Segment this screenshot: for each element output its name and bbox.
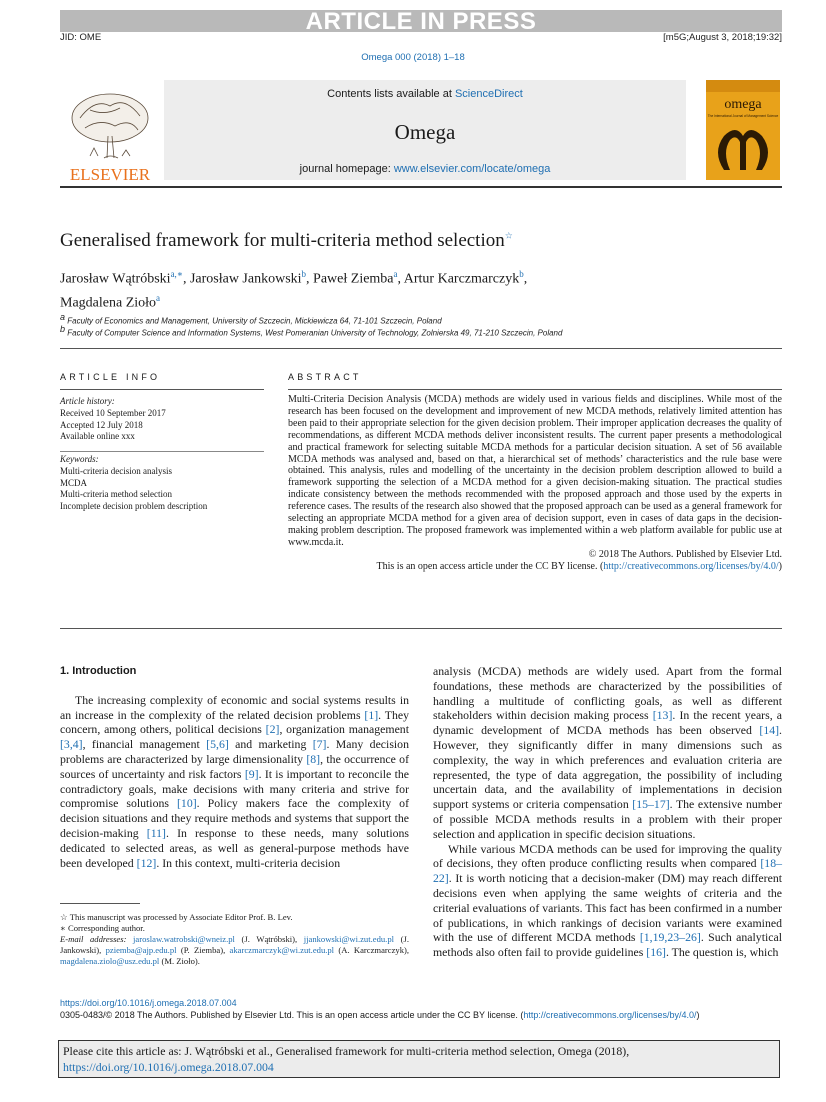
journal-homepage-link[interactable]: www.elsevier.com/locate/omega [393, 163, 551, 175]
citation-link[interactable]: [16] [646, 945, 666, 960]
email-owner: (J. Wątróbski), [234, 934, 304, 944]
body-text: . It is worth noticing that a decision-maker (DM) may reach different decisions even when applying the same weights of criteria and the criterial evaluations of variants. This fact has been confirmed in a number of publications, in which rankings of decision variants were examined with the use of different MCDA methods [433, 871, 782, 945]
citation-link[interactable]: [12] [136, 855, 157, 870]
article-info-heading: ARTICLE INFO [60, 372, 161, 382]
citation-link[interactable]: [11] [146, 825, 166, 840]
title-footnote-mark[interactable]: ☆ [504, 230, 513, 241]
issn-license-line [60, 1010, 700, 1020]
body-text: analysis (MCDA) methods are widely used. Apart from the formal foundations, these methods are characterized by the possibilities of handling a multitude of conflicting goals, as well as different stakeholders within decision making process [433, 664, 782, 723]
body-text: , financial management [82, 737, 207, 752]
email-link[interactable]: magdalena.ziolo@usz.edu.pl [60, 956, 160, 966]
author-affiliation-mark[interactable]: b [519, 269, 524, 279]
introduction-heading: 1. Introduction [60, 665, 137, 677]
sciencedirect-link[interactable]: ScienceDirect [454, 88, 523, 100]
citation-link[interactable]: [1,19,23–26] [639, 930, 701, 945]
keyword: Multi-criteria decision analysis [60, 465, 172, 476]
manuscript-footnote: ☆ This manuscript was processed by Associate Editor Prof. B. Lev. [60, 912, 293, 922]
citation-link[interactable]: [2] [265, 722, 280, 737]
body-text: . In the recent years, a dynamic development of MCDA methods has been observed [433, 708, 782, 738]
author-separator: , [523, 271, 528, 287]
body-paragraph [60, 693, 409, 871]
corresponding-footnote: ∗ Corresponding author. [60, 923, 145, 933]
journal-name: Omega [394, 120, 456, 144]
author-name: Artur Karczmarczyk [403, 271, 520, 287]
keyword: Multi-criteria method selection [60, 489, 172, 500]
elsevier-logo[interactable] [60, 88, 160, 184]
issn-license-link[interactable]: http://creativecommons.org/licenses/by/4.0/ [523, 1010, 697, 1020]
cover-subtitle: The International Journal of Management Science [707, 114, 779, 118]
author-name: Magdalena Zioło [60, 295, 157, 311]
affiliation-text: Faculty of Economics and Management, University of Szczecin, Mickiewicza 64, 71-101 Szczecin, Poland [67, 316, 442, 326]
abstract-text: Multi-Criteria Decision Analysis (MCDA) methods are widely used in various fields and disciplines. While most of the research has been focused on the development and improvement of new MCDA methods, relatively limited attention has been paid to their appropriate selection for the given decision problem. Their improper application decreases the quality of recommendations, as different MCDA methods deliver inconsistent results. The current paper presents a methodological and practical framework for selecting suitable MCDA methods for a particular decision situation. A set of 56 available MCDA methods was analysed and, based on that, a hierarchical set of methods’ characteristics and the rule base were obtained. This analysis, rules and modelling of the uncertainty in the decision problem description allowed to build a framework supporting the selection of a MCDA method for a given decision-making situation. The practical studies indicate consistency between the methods recommended with the proposed approach and those used by the experts in reference cases. The results of the research also showed that the proposed approach can be used as a general framework for selecting an appropriate MCDA method for a given area of decision support, even in cases of data gaps in the decision-making problem description. The proposed framework was implemented within a web platform available for public use at www.mcda.it. [288, 394, 782, 548]
article-title [60, 230, 513, 252]
author-affiliation-mark[interactable]: a [393, 269, 398, 279]
keywords-label: Keywords: [60, 454, 99, 464]
abstract-copyright: © 2018 The Authors. Published by Elsevier Ltd. [588, 548, 782, 560]
omega-cover-image [706, 80, 780, 180]
homepage-prefix: journal homepage: [299, 163, 394, 175]
affiliation-text: Faculty of Computer Science and Information Systems, West Pomeranian University of Technology, Zolnierska 49, 71-210 Szczecin, Poland [67, 328, 563, 338]
body-text: , the occurrence of sources of uncertainty and risk factors [60, 751, 409, 781]
publisher-wordmark: ELSEVIER [69, 165, 151, 184]
body-text: . However, they significantly differ in many dimensions such as complexity, the way in which preferences and evaluation criteria are represented, the type of data aggregation, the possibility of including uncertain data, and the availability of implementations in decision support systems or criteria compensation [433, 723, 782, 812]
abstract-heading: ABSTRACT [288, 372, 362, 382]
author-separator: , [306, 271, 314, 287]
doi-link[interactable]: https://doi.org/10.1016/j.omega.2018.07.004 [60, 998, 237, 1008]
body-text: and marketing [228, 737, 313, 752]
citation-link[interactable]: [1] [364, 707, 379, 722]
citation-text: Please cite this article as: J. Wątróbski et al., Generalised framework for multi-criteria method selection, Omega (2018), [63, 1044, 630, 1058]
history-accepted: Accepted 12 July 2018 [60, 419, 143, 430]
body-text: . Such analytical methods also often fail to provide guidelines [433, 930, 783, 960]
body-text: . It is important to reconcile the contradictory goals, make decisions with many criteria and strive for compromise solutions [60, 766, 409, 811]
citation-link[interactable]: [7] [312, 737, 327, 752]
body-text: , organization management [279, 722, 409, 737]
history-received: Received 10 September 2017 [60, 407, 166, 418]
body-text: . Policy makers face the complexity of decision situations and they require methods and systems that support the decision-making [60, 796, 409, 840]
body-text: . The question is, which [665, 945, 779, 960]
license-suffix: ) [778, 560, 782, 572]
abstract-rule [288, 389, 782, 390]
citation-link[interactable]: [14] [759, 723, 780, 738]
email-link[interactable]: akarczmarczyk@wi.zut.edu.pl [229, 945, 335, 955]
affiliation-label: b [60, 324, 66, 334]
author-affiliation-mark[interactable]: a,∗ [170, 269, 183, 279]
author-separator: , [182, 271, 190, 287]
citation-link[interactable]: [9] [244, 766, 259, 781]
history-online: Available online xxx [60, 431, 135, 442]
license-link[interactable]: http://creativecommons.org/licenses/by/4.0/ [603, 560, 779, 572]
keywords [60, 454, 264, 513]
email-link[interactable]: pziemba@ajp.edu.pl [105, 945, 177, 955]
contents-prefix: Contents lists available at [327, 88, 455, 100]
keyword: Incomplete decision problem description [60, 501, 208, 512]
email-label: E-mail addresses: [60, 934, 134, 944]
section-rule [60, 348, 782, 349]
email-owner: (P. Ziemba), [176, 945, 230, 955]
issn-suffix: ) [696, 1010, 700, 1020]
body-column-right [433, 664, 782, 960]
citation-link[interactable]: [10] [177, 796, 197, 811]
email-addresses [60, 934, 409, 967]
email-link[interactable]: jjankowski@wi.zut.edu.pl [303, 934, 395, 944]
journal-id: JID: OME [60, 32, 102, 43]
article-info-rule [60, 389, 264, 390]
article-in-press-banner: ARTICLE IN PRESS [60, 10, 782, 32]
footnotes [60, 912, 409, 967]
author-affiliation-mark[interactable]: a [156, 292, 161, 303]
citation-link[interactable]: [15–17] [632, 797, 670, 812]
elsevier-tree-icon [60, 88, 160, 184]
author-name: Jarosław Jankowski [189, 271, 302, 287]
citation-link[interactable]: [13] [652, 708, 673, 723]
body-column-left [60, 664, 409, 870]
keyword: MCDA [60, 477, 88, 488]
affiliation-b [60, 324, 562, 338]
body-text: . In response to these needs, many solutions dedicated to selected areas, as well as general-purpose methods have been developed [60, 825, 409, 870]
journal-masthead [60, 80, 782, 184]
citation-link[interactable]: [3,4] [60, 737, 83, 752]
body-text: . The extensive number of possible MCDA methods results in a problem with their proper selection and application in specific decision situations. [433, 797, 782, 841]
email-owner: (J. Jankowski), [60, 934, 409, 955]
journal-reference-link[interactable]: Omega 000 (2018) 1–18 [361, 52, 465, 63]
article-history [60, 396, 264, 443]
section-rule [60, 628, 782, 629]
citation-link[interactable]: [18–22] [433, 856, 782, 886]
author-affiliation-mark[interactable]: b [301, 269, 307, 279]
affiliation-label: a [60, 312, 66, 322]
issn-text: 0305-0483/© 2018 The Authors. Published by Elsevier Ltd. This is an open access article under the CC BY license. ( [60, 1010, 524, 1020]
journal-cover-thumbnail[interactable] [706, 80, 780, 180]
body-text: The increasing complexity of economic and social systems results in an increase in the complexity of the related decision problems [60, 692, 409, 722]
footnote-rule [60, 903, 140, 904]
body-text: . They concern, among others, political decisions [60, 707, 409, 737]
header-rule [60, 186, 782, 188]
author-name: Jarosław Wątróbski [60, 271, 171, 287]
build-stamp: [m5G;August 3, 2018;19:32] [663, 32, 782, 43]
cover-title: omega [724, 97, 762, 112]
email-owner: (M. Zioło). [159, 956, 200, 966]
body-text: While various MCDA methods can be used for improving the quality of decisions, they often produce conflicting results when compared [433, 841, 782, 871]
history-label: Article history: [60, 396, 115, 406]
body-text: . In this context, multi-criteria decision [156, 855, 341, 870]
body-paragraph [433, 664, 782, 842]
keywords-rule [60, 451, 264, 452]
license-prefix: This is an open access article under the CC BY license. ( [376, 560, 604, 572]
citation-link[interactable]: [8] [306, 751, 321, 766]
abstract-license [288, 561, 782, 573]
article-title-text: Generalised framework for multi-criteria method selection [60, 230, 505, 251]
citation-link[interactable]: [5,6] [206, 737, 229, 752]
body-paragraph [433, 842, 782, 960]
email-owner: (A. Karczmarczyk), [334, 945, 409, 955]
author-list [60, 265, 680, 312]
journal-info-box [164, 80, 686, 180]
body-text: . Many decision problems are characterized by large dimensionality [60, 737, 409, 766]
author-name: Paweł Ziemba [313, 271, 394, 287]
abstract-body [288, 394, 782, 573]
author-separator: , [397, 271, 404, 287]
citation-doi-link[interactable]: https://doi.org/10.1016/j.omega.2018.07.004 [63, 1060, 274, 1074]
citation-box [58, 1040, 780, 1078]
email-link[interactable]: jaroslaw.watrobski@wneiz.pl [133, 934, 235, 944]
